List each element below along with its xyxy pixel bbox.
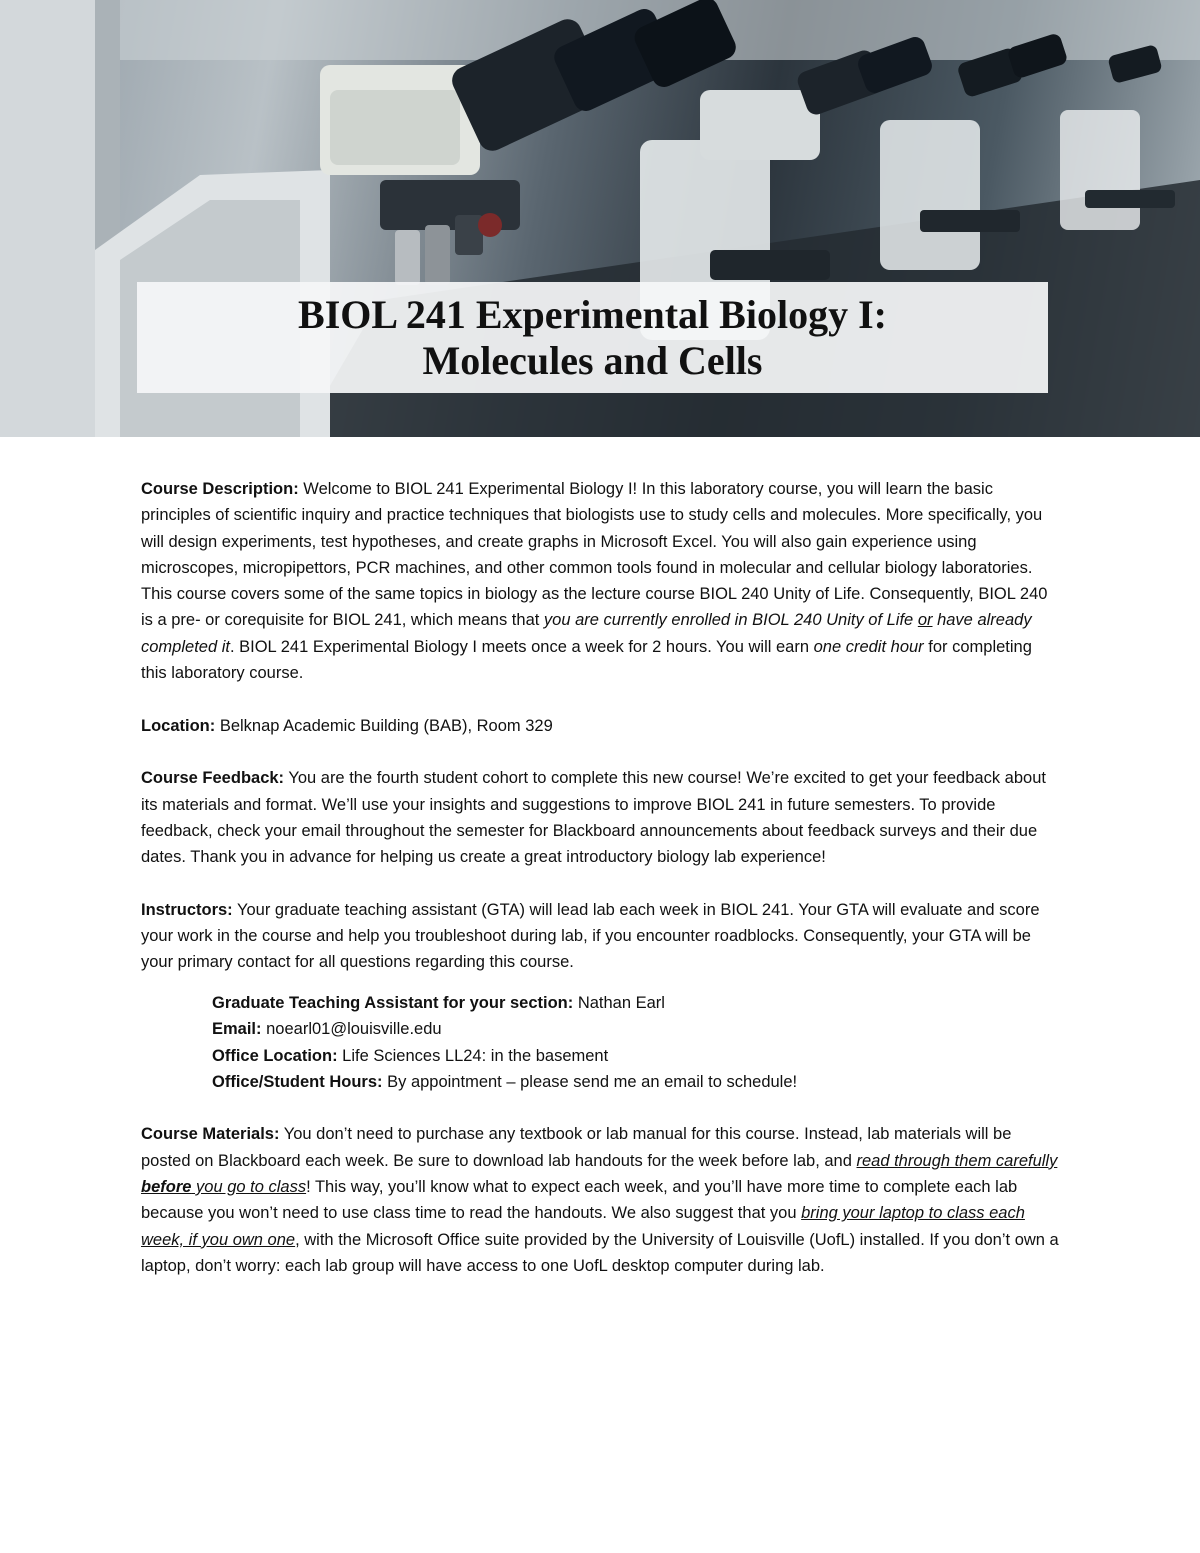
course-description-italic-2: have already completed it xyxy=(141,611,1032,656)
office-location-label: Office Location: xyxy=(212,1046,338,1065)
gta-label: Graduate Teaching Assistant for your section: xyxy=(212,993,574,1012)
office-hours-line xyxy=(212,1069,1061,1095)
location-paragraph xyxy=(141,713,1061,739)
gta-email-line xyxy=(212,1016,1061,1042)
location-text: Belknap Academic Building (BAB), Room 329 xyxy=(215,716,553,735)
hero-banner xyxy=(0,0,1200,437)
course-feedback-label: Course Feedback: xyxy=(141,769,285,788)
course-materials-emphasis-1b: before xyxy=(141,1178,192,1197)
email-value[interactable]: noearl01@louisville.edu xyxy=(261,1020,442,1039)
course-feedback-paragraph xyxy=(141,765,1061,870)
course-description-text-3: for completing this laboratory course. xyxy=(141,637,1032,683)
course-materials-label: Course Materials: xyxy=(141,1125,280,1144)
page-title-line-1: BIOL 241 Experimental Biology I: xyxy=(298,291,887,337)
office-location-line xyxy=(212,1043,1061,1069)
office-location-value: Life Sciences LL24: in the basement xyxy=(337,1046,609,1065)
instructors-label: Instructors: xyxy=(141,900,233,919)
course-description-italic-1: you are currently enrolled in BIOL 240 Unity of Life xyxy=(543,611,918,630)
email-label: Email: xyxy=(212,1020,262,1039)
gta-name-line xyxy=(212,990,1061,1016)
instructors-paragraph xyxy=(141,897,1061,976)
page-title-line-2: Molecules and Cells xyxy=(422,337,763,383)
course-materials-emphasis-2: bring your laptop to class each week, if you own one xyxy=(141,1204,1025,1249)
course-materials-text-1: You don’t need to purchase any textbook or lab manual for this course. Instead, lab materials will be posted on Blackboard each week. Be sure to download lab handouts for the week before lab, and xyxy=(141,1125,1012,1170)
course-materials-paragraph xyxy=(141,1121,1061,1279)
location-label: Location: xyxy=(141,716,216,735)
course-description-label: Course Description: xyxy=(141,480,299,498)
course-materials-emphasis-1c: you go to class xyxy=(191,1178,307,1197)
office-hours-value: By appointment – please send me an email to schedule! xyxy=(382,1072,798,1091)
course-description-text-2: . BIOL 241 Experimental Biology I meets once a week for 2 hours. You will earn xyxy=(229,637,814,656)
gta-value: Nathan Earl xyxy=(573,993,665,1012)
course-materials-text-3: , with the Microsoft Office suite provided by the University of Louisville (UofL) installed. If you don’t own a laptop, don’t worry: each lab group will have access to one UofL desktop computer during lab. xyxy=(141,1230,1059,1275)
course-description-text-1: Welcome to BIOL 241 Experimental Biology I! In this laboratory course, you will learn the basic principles of scientific inquiry and practice techniques that biologists use to study cells and molecules. More specifically, you will design experiments, test hypotheses, and create graphs in Microsoft Excel. You will also gain experience using microscopes, micropipettors, PCR machines, and other common tools found in molecular and cellular biology laboratories. This course covers some of the same topics in biology as the lecture course BIOL 240 Unity of Life. Consequently, BIOL 240 is a pre- or corequisite for BIOL 241, which means that xyxy=(141,480,1048,630)
course-feedback-text: You are the fourth student cohort to complete this new course! We’re excited to get your feedback about its materials and format. We’ll use your insights and suggestions to improve BIOL 241 in future semesters. To provide feedback, check your email throughout the semester for Blackboard announcements about feedback surveys and their due dates. Thank you in advance for helping us create a great introductory biology lab experience! xyxy=(141,769,1046,867)
course-description-italic-or: or xyxy=(917,611,933,630)
title-box xyxy=(137,282,1048,393)
course-materials-emphasis-1a: read through them carefully xyxy=(856,1151,1058,1170)
gta-contact-block xyxy=(212,990,1061,1095)
course-description-italic-3: one credit hour xyxy=(813,637,924,656)
course-materials-text-2: ! This way, you’ll know what to expect each week, and you’ll have more time to complete each lab because you won’t need to use class time to read the handouts. We also suggest that you xyxy=(141,1178,1018,1223)
syllabus-body xyxy=(141,476,1061,1306)
office-hours-label: Office/Student Hours: xyxy=(212,1072,383,1091)
instructors-text: Your graduate teaching assistant (GTA) will lead lab each week in BIOL 241. Your GTA will evaluate and score your work in the course and help you troubleshoot during lab, if you encounter roadblocks. Consequently, your GTA will be your primary contact for all questions regarding this course. xyxy=(141,900,1040,972)
course-description-paragraph xyxy=(141,476,1061,686)
